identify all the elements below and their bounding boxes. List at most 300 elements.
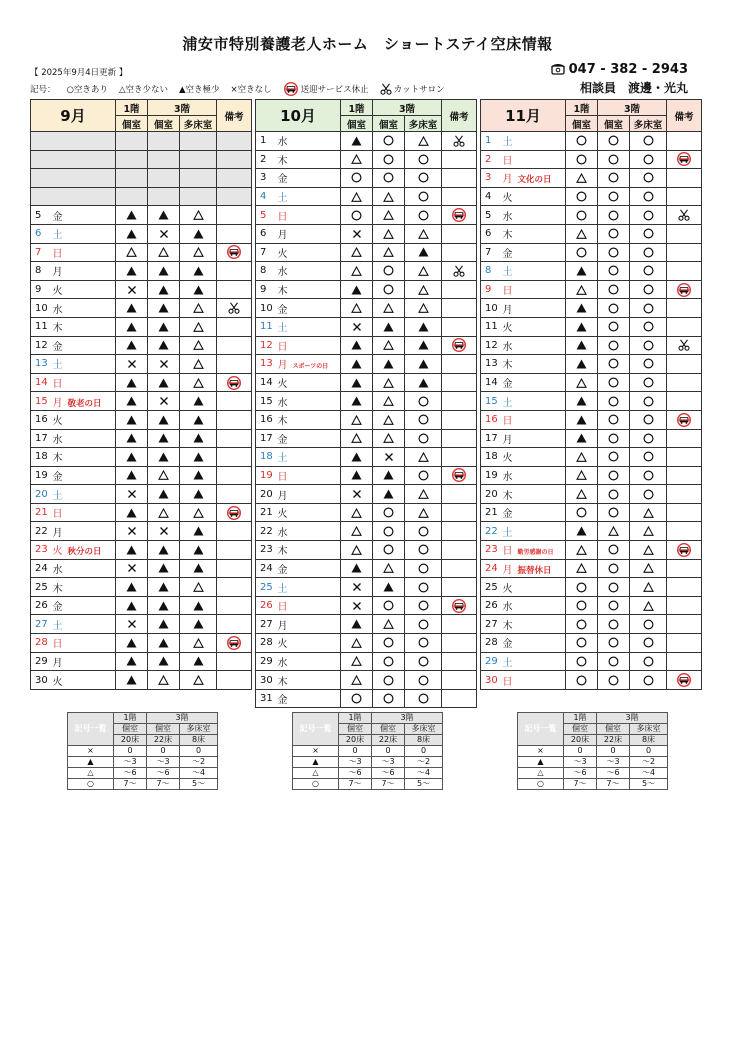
- circle-icon: [566, 637, 597, 648]
- day-row: [31, 671, 252, 690]
- availability-cell: [566, 522, 598, 541]
- availability-cell: [630, 373, 667, 392]
- day-number: 27: [481, 615, 501, 634]
- availability-cell: [180, 429, 217, 448]
- triangle-icon: [373, 378, 404, 388]
- day-row: [481, 132, 702, 151]
- availability-cell: [598, 578, 630, 597]
- day-row: [256, 634, 477, 653]
- triangle-icon: [341, 508, 372, 518]
- day-cell: [501, 503, 566, 522]
- triangle-icon: [405, 229, 441, 239]
- day-number: 24: [481, 559, 501, 578]
- key-range: ～3: [372, 757, 405, 768]
- circle-icon: [630, 210, 666, 221]
- day-number: 16: [481, 410, 501, 429]
- cross-icon: [373, 452, 404, 462]
- circle-icon: [405, 600, 441, 611]
- day-cell: [501, 169, 566, 188]
- day-number: 13: [481, 355, 501, 374]
- black-triangle-icon: [148, 340, 179, 350]
- key-range: ～4: [405, 768, 443, 779]
- availability-cell: [116, 522, 148, 541]
- black-triangle-icon: [566, 340, 597, 350]
- day-row: [31, 206, 252, 225]
- weekday: 日: [277, 602, 288, 614]
- availability-cell: [180, 392, 217, 411]
- availability-cell: [405, 671, 442, 690]
- circle-icon: [405, 396, 441, 407]
- triangle-icon: [341, 247, 372, 257]
- weekday: 木: [52, 453, 63, 465]
- circle-icon: [341, 693, 372, 704]
- availability-cell: [373, 262, 405, 281]
- availability-cell: [405, 169, 442, 188]
- availability-cell: [630, 596, 667, 615]
- black-triangle-icon: [405, 247, 441, 257]
- triangle-icon: [630, 601, 666, 611]
- day-cell: [501, 187, 566, 206]
- notes-cell: [217, 373, 252, 392]
- notes-cell: [442, 466, 477, 485]
- availability-cell: [405, 392, 442, 411]
- availability-cell: [116, 355, 148, 374]
- key-floor3: 3階: [597, 713, 668, 724]
- availability-cell: [598, 448, 630, 467]
- notes-cell: [442, 336, 477, 355]
- key-range: ～3: [147, 757, 180, 768]
- weekday: 月: [277, 360, 288, 372]
- circle-icon: [630, 172, 666, 183]
- circle-icon: [341, 210, 372, 221]
- availability-cell: [180, 336, 217, 355]
- black-triangle-icon: [341, 136, 372, 146]
- availability-cell: [598, 132, 630, 151]
- notes-cell: [667, 522, 702, 541]
- private-room-header: 個室: [598, 116, 630, 132]
- availability-cell: [405, 448, 442, 467]
- availability-cell: [598, 671, 630, 690]
- availability-cell: [566, 578, 598, 597]
- notes-cell: [442, 132, 477, 151]
- day-row: [31, 373, 252, 392]
- availability-cell: [373, 132, 405, 151]
- day-cell: [276, 466, 341, 485]
- day-cell: [276, 634, 341, 653]
- day-number: 27: [256, 615, 276, 634]
- day-row: [256, 485, 477, 504]
- triangle-icon: [180, 322, 216, 332]
- day-row: [31, 317, 252, 336]
- day-number: 6: [256, 224, 276, 243]
- circle-icon: [405, 693, 441, 704]
- day-cell: [276, 299, 341, 318]
- availability-cell: [566, 132, 598, 151]
- availability-cell: [405, 596, 442, 615]
- key-room-type: 個室: [114, 724, 147, 735]
- notes-cell: [217, 522, 252, 541]
- availability-cell: [405, 206, 442, 225]
- availability-cell: [566, 224, 598, 243]
- day-cell: [501, 373, 566, 392]
- day-cell: [501, 262, 566, 281]
- weekday: 金: [502, 509, 513, 521]
- no-bus-icon: [217, 506, 251, 520]
- availability-cell: [180, 317, 217, 336]
- notes-cell: [217, 485, 252, 504]
- symbol-key-table: [67, 712, 218, 790]
- notes-cell: [442, 206, 477, 225]
- day-cell: [501, 485, 566, 504]
- day-number: 24: [31, 559, 51, 578]
- availability-cell: [630, 410, 667, 429]
- blank-row: [31, 187, 252, 206]
- availability-cell: [116, 615, 148, 634]
- key-symbol: ▲: [293, 757, 339, 768]
- day-number: 25: [256, 578, 276, 597]
- availability-cell: [116, 280, 148, 299]
- key-room-type: 個室: [372, 724, 405, 735]
- availability-cell: [405, 503, 442, 522]
- floor1-header: 1階: [116, 100, 148, 116]
- day-row: [256, 541, 477, 560]
- circle-icon: [598, 247, 629, 258]
- day-cell: [501, 652, 566, 671]
- weekday: 水: [502, 471, 513, 483]
- notes-cell: [667, 373, 702, 392]
- key-range: 0: [114, 746, 147, 757]
- triangle-icon: [180, 340, 216, 350]
- circle-icon: [373, 544, 404, 555]
- day-cell: [51, 262, 116, 281]
- notes-cell: [217, 596, 252, 615]
- day-cell: [276, 429, 341, 448]
- key-range: ～6: [114, 768, 147, 779]
- availability-cell: [180, 262, 217, 281]
- weekday: 金: [277, 434, 288, 446]
- day-row: [256, 187, 477, 206]
- availability-cell: [598, 522, 630, 541]
- key-bed-count: 20床: [564, 735, 597, 746]
- day-number: 18: [256, 448, 276, 467]
- circle-icon: [630, 228, 666, 239]
- phone-number: [551, 62, 688, 77]
- notes-cell: [217, 299, 252, 318]
- key-floor3: 3階: [147, 713, 218, 724]
- triangle-icon: [630, 508, 666, 518]
- weekday: 月: [502, 564, 513, 576]
- circle-icon: [630, 247, 666, 258]
- key-symbol: ×: [68, 746, 114, 757]
- circle-icon: [630, 433, 666, 444]
- availability-cell: [405, 615, 442, 634]
- day-row: [481, 615, 702, 634]
- notes-cell: [667, 392, 702, 411]
- weekday: 火: [277, 639, 288, 651]
- key-range: ～3: [597, 757, 630, 768]
- day-cell: [51, 373, 116, 392]
- weekday: 木: [277, 416, 288, 428]
- day-cell: [501, 522, 566, 541]
- day-row: [481, 448, 702, 467]
- day-cell: [501, 634, 566, 653]
- weekday: 水: [277, 137, 288, 149]
- black-triangle-icon: [116, 266, 147, 276]
- day-row: [481, 262, 702, 281]
- triangle-icon: [341, 433, 372, 443]
- availability-cell: [116, 652, 148, 671]
- notes-cell: [667, 224, 702, 243]
- key-symbol: ○: [293, 779, 339, 790]
- day-cell: [276, 373, 341, 392]
- availability-cell: [373, 317, 405, 336]
- circle-icon: [373, 693, 404, 704]
- private-room-header: 個室: [341, 116, 373, 132]
- symbol-key-table: [292, 712, 443, 790]
- availability-cell: [566, 169, 598, 188]
- notes-cell: [442, 652, 477, 671]
- black-triangle-icon: [341, 340, 372, 350]
- availability-cell: [341, 355, 373, 374]
- weekday: 土: [52, 620, 63, 632]
- weekday: 金: [52, 602, 63, 614]
- day-cell: [276, 355, 341, 374]
- blank-row: [31, 132, 252, 151]
- availability-cell: [598, 466, 630, 485]
- circle-icon: [373, 526, 404, 537]
- availability-cell: [373, 578, 405, 597]
- day-cell: [276, 187, 341, 206]
- no-bus-icon: [217, 376, 251, 390]
- weekday: 水: [502, 341, 513, 353]
- availability-cell: [148, 615, 180, 634]
- availability-cell: [341, 187, 373, 206]
- day-row: [256, 503, 477, 522]
- circle-icon: [630, 135, 666, 146]
- triangle-icon: [148, 247, 179, 257]
- circle-icon: [598, 563, 629, 574]
- day-row: [481, 503, 702, 522]
- triangle-icon: [341, 303, 372, 313]
- weekday: 火: [52, 286, 63, 298]
- day-number: 8: [256, 262, 276, 281]
- day-cell: [276, 541, 341, 560]
- black-triangle-icon: [566, 266, 597, 276]
- weekday: 日: [52, 379, 63, 391]
- notes-cell: [217, 206, 252, 225]
- day-number: 23: [481, 541, 501, 560]
- triangle-icon: [148, 675, 179, 685]
- availability-cell: [373, 187, 405, 206]
- triangle-icon: [566, 229, 597, 239]
- holiday-name: スポーツの日: [292, 363, 329, 371]
- availability-cell: [180, 206, 217, 225]
- day-row: [256, 336, 477, 355]
- availability-cell: [630, 392, 667, 411]
- availability-cell: [373, 243, 405, 262]
- availability-cell: [373, 169, 405, 188]
- key-range: 0: [564, 746, 597, 757]
- availability-cell: [116, 243, 148, 262]
- key-range: ～6: [597, 768, 630, 779]
- triangle-icon: [373, 229, 404, 239]
- day-cell: [501, 336, 566, 355]
- availability-cell: [630, 541, 667, 560]
- legend-batsu: ×空きなし: [230, 85, 272, 95]
- weekday: 月: [52, 397, 63, 409]
- cross-icon: [148, 229, 179, 239]
- no-bus-icon: [442, 208, 476, 222]
- day-row: [31, 410, 252, 429]
- availability-cell: [630, 132, 667, 151]
- black-triangle-icon: [566, 396, 597, 406]
- notes-header: 備考: [217, 100, 252, 132]
- cross-icon: [116, 359, 147, 369]
- availability-cell: [566, 206, 598, 225]
- availability-cell: [341, 132, 373, 151]
- black-triangle-icon: [116, 470, 147, 480]
- availability-cell: [116, 578, 148, 597]
- notes-cell: [217, 466, 252, 485]
- day-cell: [51, 448, 116, 467]
- availability-cell: [341, 336, 373, 355]
- availability-cell: [405, 336, 442, 355]
- key-floor1: 1階: [564, 713, 597, 724]
- availability-cell: [180, 224, 217, 243]
- circle-icon: [566, 582, 597, 593]
- weekday: 火: [277, 509, 288, 521]
- availability-cell: [566, 466, 598, 485]
- weekday: 金: [277, 564, 288, 576]
- weekday: 日: [52, 639, 63, 651]
- availability-cell: [566, 541, 598, 560]
- circle-icon: [405, 470, 441, 481]
- day-number: 7: [481, 243, 501, 262]
- key-range: ～3: [339, 757, 372, 768]
- notes-cell: [442, 392, 477, 411]
- circle-icon: [373, 675, 404, 686]
- notes-cell: [217, 392, 252, 411]
- triangle-icon: [180, 638, 216, 648]
- day-number: 30: [31, 671, 51, 690]
- availability-cell: [341, 522, 373, 541]
- notes-cell: [667, 503, 702, 522]
- notes-cell: [442, 373, 477, 392]
- availability-cell: [180, 522, 217, 541]
- notes-cell: [442, 410, 477, 429]
- weekday: 水: [502, 602, 513, 614]
- day-row: [481, 280, 702, 299]
- day-row: [481, 355, 702, 374]
- triangle-icon: [373, 340, 404, 350]
- day-cell: [276, 522, 341, 541]
- notes-cell: [217, 559, 252, 578]
- availability-cell: [341, 503, 373, 522]
- black-triangle-icon: [566, 303, 597, 313]
- circle-icon: [630, 489, 666, 500]
- availability-cell: [148, 578, 180, 597]
- weekday: 水: [277, 527, 288, 539]
- circle-icon: [405, 582, 441, 593]
- month-label: 9月: [31, 100, 116, 132]
- availability-cell: [405, 150, 442, 169]
- weekday: 土: [502, 397, 513, 409]
- key-range: 7～: [372, 779, 405, 790]
- availability-cell: [341, 373, 373, 392]
- triangle-icon: [341, 656, 372, 666]
- availability-cell: [116, 373, 148, 392]
- day-number: 5: [481, 206, 501, 225]
- availability-cell: [373, 634, 405, 653]
- availability-cell: [341, 466, 373, 485]
- key-room-type: 多床室: [180, 724, 218, 735]
- triangle-icon: [566, 378, 597, 388]
- key-bed-count: 8床: [630, 735, 668, 746]
- availability-cell: [566, 355, 598, 374]
- notes-cell: [667, 652, 702, 671]
- day-number: 2: [481, 150, 501, 169]
- key-range: ～3: [114, 757, 147, 768]
- availability-cell: [630, 355, 667, 374]
- availability-cell: [148, 559, 180, 578]
- black-triangle-icon: [148, 210, 179, 220]
- day-cell: [276, 671, 341, 690]
- day-number: 30: [256, 671, 276, 690]
- triangle-icon: [566, 545, 597, 555]
- availability-cell: [373, 373, 405, 392]
- weekday: 日: [277, 471, 288, 483]
- month-label: 10月: [256, 100, 341, 132]
- day-row: [31, 634, 252, 653]
- day-number: 20: [256, 485, 276, 504]
- triangle-icon: [341, 154, 372, 164]
- circle-icon: [598, 377, 629, 388]
- cross-icon: [116, 285, 147, 295]
- notes-cell: [442, 317, 477, 336]
- day-number: 21: [256, 503, 276, 522]
- circle-icon: [630, 191, 666, 202]
- circle-icon: [598, 340, 629, 351]
- notes-cell: [217, 578, 252, 597]
- day-row: [481, 466, 702, 485]
- notes-cell: [667, 448, 702, 467]
- day-row: [256, 596, 477, 615]
- availability-cell: [341, 689, 373, 708]
- black-triangle-icon: [341, 359, 372, 369]
- availability-cell: [405, 522, 442, 541]
- circle-icon: [566, 154, 597, 165]
- day-number: 20: [481, 485, 501, 504]
- day-cell: [501, 317, 566, 336]
- day-number: 20: [31, 485, 51, 504]
- floor1-header: 1階: [341, 100, 373, 116]
- key-symbol: ×: [293, 746, 339, 757]
- private-room-header: 個室: [566, 116, 598, 132]
- no-bus-icon: [667, 543, 701, 557]
- day-row: [481, 634, 702, 653]
- day-number: 3: [256, 169, 276, 188]
- availability-cell: [630, 578, 667, 597]
- availability-cell: [630, 206, 667, 225]
- black-triangle-icon: [405, 340, 441, 350]
- circle-icon: [598, 210, 629, 221]
- notes-cell: [442, 689, 477, 708]
- day-row: [256, 262, 477, 281]
- day-row: [256, 206, 477, 225]
- day-cell: [51, 634, 116, 653]
- availability-cell: [566, 596, 598, 615]
- day-row: [256, 615, 477, 634]
